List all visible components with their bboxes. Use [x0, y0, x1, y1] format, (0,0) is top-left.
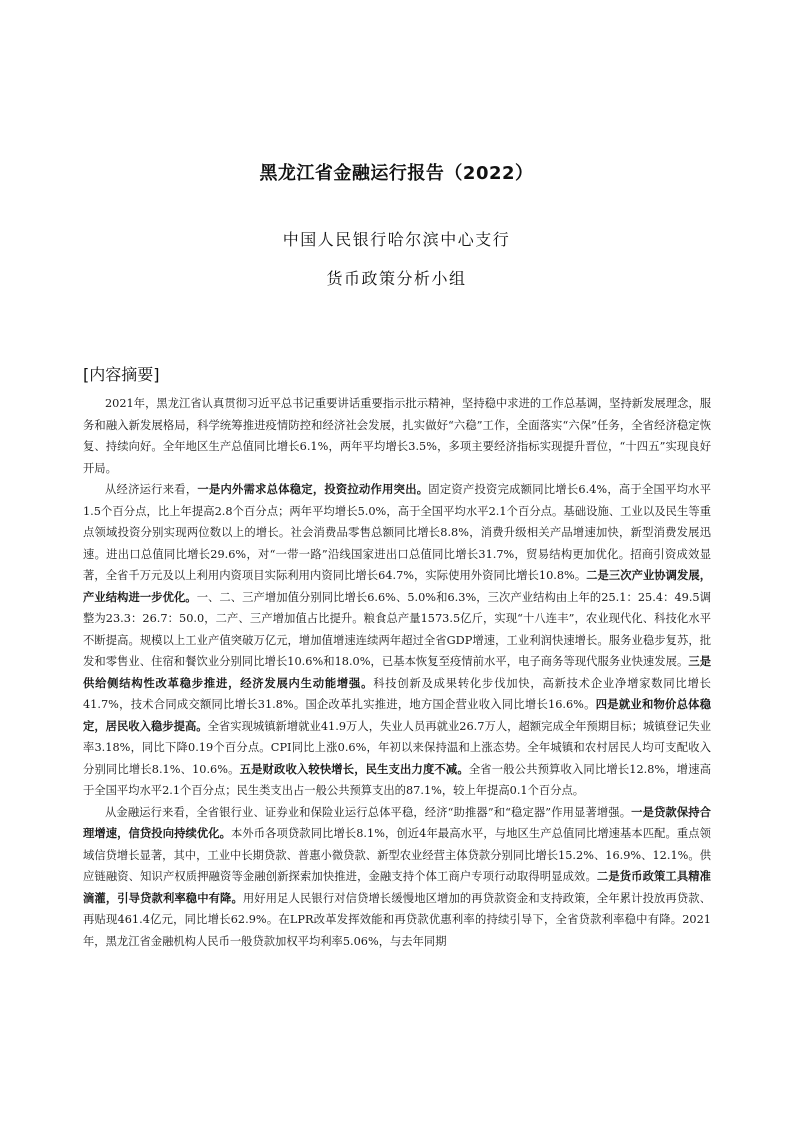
key-point-2: 二是货币政策工具精准滴灌，引导贷款利率稳中有降。 [83, 869, 711, 905]
key-point-5: 五是财政收入较快增长，民生支出力度不减。 [239, 761, 469, 776]
paragraph-text: 从金融运行来看，全省银行业、证券业和保险业运行总体平稳，经济“助推器”和“稳定器”作用显著增强。 [105, 805, 632, 819]
paragraph-text: 科技创新及成果转化步伐加快，高新技术企业净增家数同比增长41.7%，技术合同成交额同比增长31.8%。国企改革扎实推进，地方国企营业收入同比增长16.6%。 [83, 676, 711, 711]
author-group: 货币政策分析小组 [326, 269, 467, 288]
paragraph-text: 用好用足人民银行对信贷增长缓慢地区增加的再贷款资金和支持政策，全年累计投放再贷款、再贴现461.4亿元，同比增长62.9%。在LPR改革发挥效能和再贷款优惠利率的持续引导下，全省贷款利率稳中有降。2021年，黑龙江省金融机构人民币一般贷款加权平均利率5.06%，与去年同期 [83, 891, 711, 948]
paragraph-economy [83, 479, 711, 802]
key-point-1: 一是贷款保持合理增速，信贷投向持续优化。 [83, 804, 711, 840]
paragraph-finance [83, 802, 711, 953]
paragraph-text: 本外币各项贷款同比增长8.1%，创近4年最高水平，与地区生产总值同比增速基本匹配。重点领域信贷增长显著，其中，工业中长期贷款、普惠小微贷款、新型农业经营主体贷款分别同比增长15.2%、16.9%、12.1%。供应链融资、知识产权质押融资等金融创新探索加快推进，金融支持个体工商户专项行动取得明显成效。 [83, 827, 711, 883]
paragraph-text: 一、二、三产增加值分别同比增长6.6%、5.0%和6.3%，三次产业结构由上年的25.1：25.4：49.5调整为23.3：26.7：50.0，二产、三产增加值占比提升。粮食总产量1573.5亿斤，实现“十八连丰”，农业现代化、科技化水平不断提高。规模以上工业产值突破万亿元，增加值增速连续两年超过全省GDP增速，工业利润快速增长。服务业稳步复苏，批发和零售业、住宿和餐饮业分别同比增长10.6%和18.0%，已基本恢复至疫情前水平，电子商务等现代服务业快速发展。 [83, 590, 711, 668]
paragraph-overview [83, 393, 711, 479]
key-point-3: 三是供给侧结构性改革稳步推进，经济发展内生动能增强。 [83, 654, 711, 690]
key-point-2: 二是三次产业协调发展，产业结构进一步优化。 [83, 568, 711, 604]
abstract-body [83, 393, 711, 952]
paragraph-text: 从经济运行来看， [105, 483, 198, 496]
paragraph-text: 全省一般公共预算收入同比增长12.8%，增速高于全国平均水平2.1个百分点；民生类支出占一般公共预算支出的87.1%，较上年提高0.1个百分点。 [83, 762, 712, 797]
report-title: 黑龙江省金融运行报告（2022） [259, 163, 534, 184]
section-heading: [内容摘要] [83, 365, 160, 384]
key-point-4: 四是就业和物价总体稳定，居民收入稳步提高。 [83, 697, 711, 733]
author-institution: 中国人民银行哈尔滨中心支行 [282, 230, 511, 249]
paragraph-text: 2021年，黑龙江省认真贯彻习近平总书记重要讲话重要指示批示精神，坚持稳中求进的工作总基调，坚持新发展理念，服务和融入新发展格局，科学统筹推进疫情防控和经济社会发展，扎实做好“六稳”工作，全面落实“六保”任务，全省经济稳定恢复、持续向好。全年地区生产总值同比增长6.1%，两年平均增长3.5%，多项主要经济指标实现提升晋位，“十四五”实现良好开局。 [83, 397, 711, 475]
paragraph-text: 固定资产投资完成额同比增长6.4%，高于全国平均水平1.5个百分点，比上年提高2.8个百分点；两年平均增长5.0%，高于全国平均水平2.1个百分点。基础设施、工业以及民生等重点领域投资分别实现两位数以上的增长。社会消费品零售总额同比增长8.8%，消费升级相关产品增速加快，新型消费发展迅速。进出口总值同比增长29.6%，对“一带一路”沿线国家进出口总值同比增长31.7%，贸易结构更加优化。招商引资成效显著，全省千万元及以上利用内资项目实际利用内资同比增长64.7%，实际使用外资同比增长10.8%。 [83, 483, 711, 582]
key-point-1: 一是内外需求总体稳定，投资拉动作用突出。 [197, 482, 429, 496]
paragraph-text: 全省实现城镇新增就业41.9万人，失业人员再就业26.7万人，超额完成全年预期目标；城镇登记失业率3.18%，同比下降0.19个百分点。CPI同比上涨0.6%，年初以来保持温和上涨态势。全年城镇和农村居民人均可支配收入分别同比增长8.1%、10.6%。 [83, 719, 711, 776]
